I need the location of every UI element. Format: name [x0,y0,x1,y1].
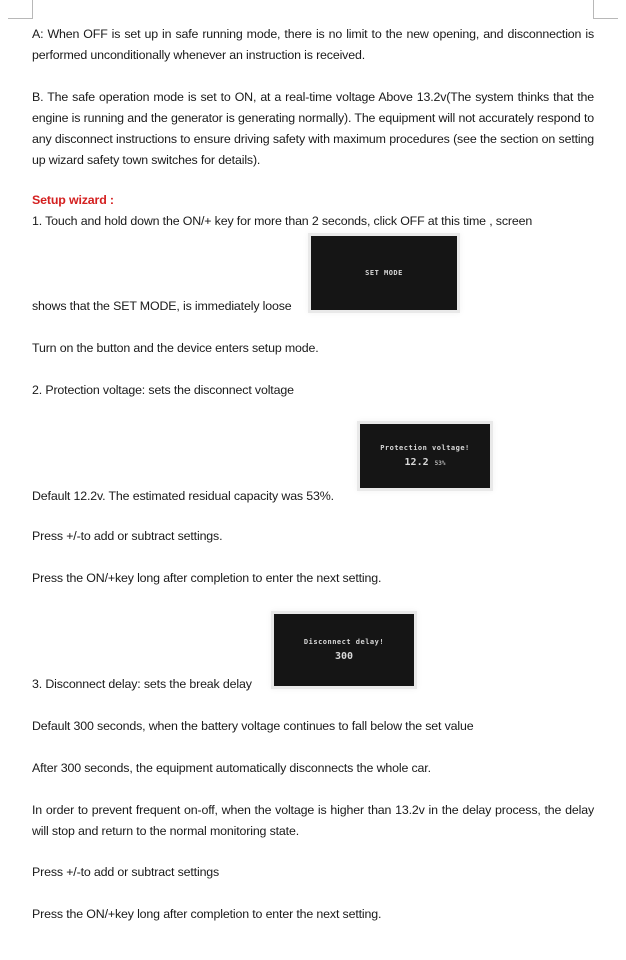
auto-disconnect-text: After 300 seconds, the equipment automatically disconnects the whole car. [32,761,431,775]
protection-voltage-display-value: 12.2 [404,457,429,468]
set-mode-display-text: SET MODE [365,269,403,277]
paragraph-safe-mode-on: B. The safe operation mode is set to ON, at a real-time voltage Above 13.2v(The system thinks that the engine is running and the generator is generating normally). The equipment will not accurately respond to any disconnect instructions to ensure driving safety with maximum procedures (see the section on setting up wizard safety town switches for details). [32,90,594,167]
protection-voltage-display-label: Protection voltage! [380,444,470,452]
step-3-text: 3. Disconnect delay: sets the break delay [32,677,252,691]
default-delay-text: Default 300 seconds, when the battery voltage continues to fall below the set value [32,719,474,733]
step-1-continued: shows that the SET MODE, is immediately loose [32,299,292,313]
press-add-subtract-text-2: Press +/-to add or subtract settings [32,865,220,879]
press-long-next-text-1: Press the ON/+key long after completion to enter the next setting. [32,571,382,585]
protection-voltage-display-image [360,424,490,488]
step-1-text: 1. Touch and hold down the ON/+ key for more than 2 seconds, click OFF at this time , screen [32,214,533,228]
page-corner-mark-left [8,0,33,19]
setup-mode-note: Turn on the button and the device enters setup mode. [32,341,319,355]
paragraph-safe-mode-off: A: When OFF is set up in safe running mode, there is no limit to the new opening, and disconnection is performed unconditionally whenever an instruction is received. [32,27,594,62]
disconnect-delay-display-label: Disconnect delay! [303,638,385,646]
press-add-subtract-text-1: Press +/-to add or subtract settings. [32,529,223,543]
setup-wizard-heading: Setup wizard : [32,193,114,207]
page-corner-mark-right [593,0,618,19]
disconnect-delay-display-value: 300 [334,651,354,662]
press-long-next-text-2: Press the ON/+key long after completion to enter the next setting. [32,907,382,921]
default-voltage-text: Default 12.2v. The estimated residual capacity was 53%. [32,489,334,503]
step-2-text: 2. Protection voltage: sets the disconnect voltage [32,383,294,397]
prevent-on-off-text: In order to prevent frequent on-off, when the voltage is higher than 13.2v in the delay process, the delay will stop and return to the normal monitoring state. [32,803,594,838]
protection-voltage-display-percent: 53% [434,460,446,467]
